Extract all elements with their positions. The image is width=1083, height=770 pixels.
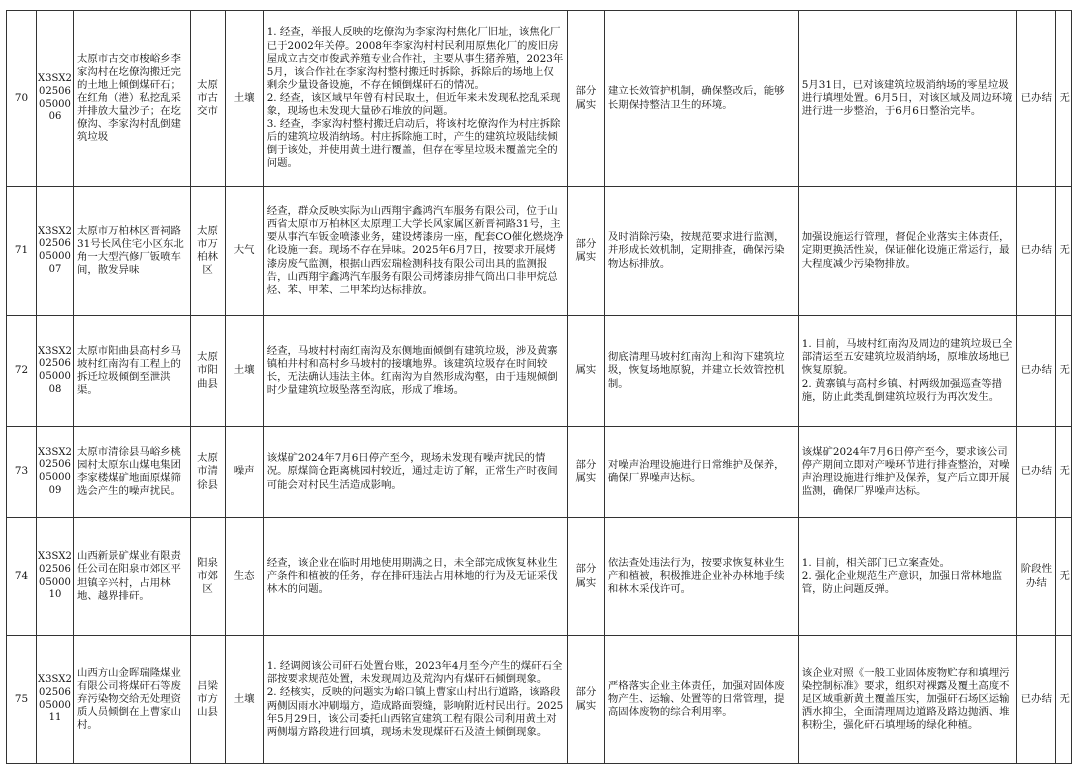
- verdict-cell: 部分属实: [567, 636, 604, 764]
- pollution-type-cell: 大气: [225, 187, 263, 316]
- verdict-cell: 属实: [567, 316, 604, 427]
- accountability-cell: 无: [1056, 316, 1072, 427]
- verdict-cell: 部分属实: [567, 427, 604, 518]
- table-row: [7, 11, 1072, 187]
- rectification-progress-cell: 该企业对照《一般工业固体废物贮存和填埋污染控制标准》要求，组织对裸露及覆土高度不足区域重新黄土覆盖压实，加强矸石场区运输洒水抑尘，全面清理周边道路及路边抛洒、堆积粉尘，强化矸石填埋场的绿化种植。: [798, 636, 1017, 764]
- rectification-progress-cell: 1. 目前，相关部门已立案查处。 2. 强化企业规范生产意识，加强日常林地监管，防止问题反弹。: [798, 518, 1017, 636]
- rectification-progress-cell: 5月31日，已对该建筑垃圾消纳场的零星垃圾进行填埋处置。6月5日，对该区域及周边环境进行进一步整治，于6月6日整治完毕。: [798, 11, 1017, 187]
- case-status-cell: 阶段性办结: [1017, 518, 1056, 636]
- case-status-cell: 已办结: [1017, 636, 1056, 764]
- investigation-finding-cell: 经查，该企业在临时用地使用期满之日，未全部完成恢复林业生产条件和植被的任务，存在排矸违法占用林地的行为及无证采伐林木的问题。: [263, 518, 567, 636]
- rectification-measures-cell: 建立长效管护机制，确保整改后，能够长期保持整洁卫生的环境。: [604, 11, 798, 187]
- rectification-measures-cell: 依法查处违法行为，按要求恢复林业生产和植被，积极推进企业补办林地手续和林木采伐许可。: [604, 518, 798, 636]
- administrative-region-cell: 太原市古交市: [190, 11, 225, 187]
- pollution-type-cell: 土壤: [225, 316, 263, 427]
- case-code-cell: X3SX2025060500010: [36, 518, 73, 636]
- rectification-progress-cell: 该煤矿2024年7月6日停产至今，要求该公司停产期间立即对产噪环节进行排查整治，对噪声治理设施进行维护及保养，复产后立即开展监测，确保厂界噪声达标。: [798, 427, 1017, 518]
- table-row: [7, 636, 1072, 764]
- complaint-content-cell: 太原市古交市梭峪乡李家沟村在圪僚沟搬迁完的土地上倾倒煤矸石；在红角（港）私挖乱采并排放大量沙子；在圪僚沟、李家沟村乱倒建筑垃圾: [74, 11, 191, 187]
- verdict-cell: 部分属实: [567, 187, 604, 316]
- rectification-measures-cell: 严格落实企业主体责任，加强对固体废物产生、运输、处置等的日常管理，提高固体废物的综合利用率。: [604, 636, 798, 764]
- case-number-cell: 71: [7, 187, 37, 316]
- pollution-type-cell: 噪声: [225, 427, 263, 518]
- accountability-cell: 无: [1056, 11, 1072, 187]
- case-status-cell: 已办结: [1017, 427, 1056, 518]
- complaint-content-cell: 太原市清徐县马峪乡桃园村太原东山煤电集团李家楼煤矿地面原煤筛选会产生的噪声扰民。: [74, 427, 191, 518]
- complaint-content-cell: 太原市万柏林区晋祠路31号长风住宅小区东北角一大型汽修厂钣喷车间，散发异味: [74, 187, 191, 316]
- administrative-region-cell: 太原市万柏林区: [190, 187, 225, 316]
- case-code-cell: X3SX2025060500009: [36, 427, 73, 518]
- case-table: [6, 10, 1072, 764]
- case-number-cell: 74: [7, 518, 37, 636]
- administrative-region-cell: 吕梁市方山县: [190, 636, 225, 764]
- complaint-content-cell: 山西新景矿煤业有限责任公司在阳泉市郊区平坦镇辛兴村，占用林地、越界排矸。: [74, 518, 191, 636]
- administrative-region-cell: 阳泉市郊区: [190, 518, 225, 636]
- table-row: [7, 427, 1072, 518]
- accountability-cell: 无: [1056, 187, 1072, 316]
- investigation-finding-cell: 经查，马坡村村南红南沟及东侧地面倾倒有建筑垃圾，涉及黄寨镇柏井村和高村乡马坡村的接壤地界。该建筑垃圾存在时间较长，无法确认违法主体。红南沟为自然形成沟壑，由于违规倾倒时少量建筑垃圾坠落至沟底，形成了堆场。: [263, 316, 567, 427]
- case-code-cell: X3SX2025060500011: [36, 636, 73, 764]
- pollution-type-cell: 生态: [225, 518, 263, 636]
- investigation-finding-cell: 经查，群众反映实际为山西翔宇鑫鸿汽车服务有限公司，位于山西省太原市万柏林区太原理工大学长风家属区新晋祠路31号，主要从事汽车钣金喷漆业务，建设烤漆房一座，配套CO催化燃烧净化设施一套。现场不存在异味。2025年6月7日，按要求开展烤漆房废气监测，根据山西宏瑞检测科技有限公司出具的监测报告，山西翔宇鑫鸿汽车服务有限公司烤漆房排气筒出口非甲烷总烃、苯、甲苯、二甲苯均达标排放。: [263, 187, 567, 316]
- accountability-cell: 无: [1056, 427, 1072, 518]
- complaint-content-cell: 太原市阳曲县高村乡马坡村红南沟有工程上的拆迁垃圾倾倒至泄洪渠。: [74, 316, 191, 427]
- case-status-cell: 已办结: [1017, 187, 1056, 316]
- case-number-cell: 70: [7, 11, 37, 187]
- case-code-cell: X3SX2025060500008: [36, 316, 73, 427]
- complaint-content-cell: 山西方山金晖瑞隆煤业有限公司将煤矸石等废弃污染物交给无处理资质人员倾倒在上曹家山村。: [74, 636, 191, 764]
- rectification-progress-cell: 加强设施运行管理，督促企业落实主体责任，定期更换活性炭，保证催化设施正常运行，最大程度减少污染物排放。: [798, 187, 1017, 316]
- administrative-region-cell: 太原市阳曲县: [190, 316, 225, 427]
- verdict-cell: 部分属实: [567, 11, 604, 187]
- table-row: [7, 187, 1072, 316]
- rectification-measures-cell: 对噪声治理设施进行日常维护及保养，确保厂界噪声达标。: [604, 427, 798, 518]
- case-number-cell: 72: [7, 316, 37, 427]
- table-row: [7, 518, 1072, 636]
- accountability-cell: 无: [1056, 518, 1072, 636]
- case-status-cell: 已办结: [1017, 11, 1056, 187]
- investigation-finding-cell: 1. 经查，举报人反映的圪僚沟为李家沟村焦化厂旧址，该焦化厂已于2002年关停。2008年李家沟村村民利用原焦化厂的废旧房屋成立古交市俊武养殖专业合作社，主要从事生猪养殖，2023年5月，该合作社在李家沟村整村搬迁时拆除，拆除后的场地上仅剩余少量设备设施，不存在倾倒煤矸石的情况。 2. 经查，该区域早年曾有村民取土，但近年来未发现私挖乱采现象，现场也未发现大量砂石堆放的问题。 3. 经查，李家沟村整村搬迁启动后，将该村圪僚沟作为村庄拆除后的建筑垃圾消纳场。村庄拆除施工时，产生的建筑垃圾陆续倾倒于该处，并使用黄土进行覆盖，但存在零星垃圾未覆盖完全的问题。: [263, 11, 567, 187]
- pollution-type-cell: 土壤: [225, 636, 263, 764]
- case-code-cell: X3SX2025060500006: [36, 11, 73, 187]
- administrative-region-cell: 太原市清徐县: [190, 427, 225, 518]
- case-code-cell: X3SX2025060500007: [36, 187, 73, 316]
- rectification-progress-cell: 1. 目前，马坡村红南沟及周边的建筑垃圾已全部清运至五安建筑垃圾消纳场，原堆放场地已恢复原貌。 2. 黄寨镇与高村乡镇、村两级加强巡查等措施，防止此类乱倒建筑垃圾行为再次发生。: [798, 316, 1017, 427]
- table-row: [7, 316, 1072, 427]
- investigation-finding-cell: 该煤矿2024年7月6日停产至今，现场未发现有噪声扰民的情况。原煤筒仓距离桃园村较近，通过走访了解，正常生产时夜间可能会对村民生活造成影响。: [263, 427, 567, 518]
- case-status-cell: 已办结: [1017, 316, 1056, 427]
- investigation-finding-cell: 1. 经调阅该公司矸石处置台账，2023年4月至今产生的煤矸石全部按要求规范处置，未发现周边及荒沟内有煤矸石倾倒现象。 2. 经核实，反映的问题实为峪口镇上曹家山村出行道路，该路段两侧因雨水冲刷塌方，造成路面裂缝，影响附近村民出行。2025年5月29日，该公司委托山西铭宣建筑工程有限公司利用黄土对两侧塌方路段进行回填，现场未发现煤矸石及渣土倾倒现象。: [263, 636, 567, 764]
- pollution-type-cell: 土壤: [225, 11, 263, 187]
- accountability-cell: 无: [1056, 636, 1072, 764]
- verdict-cell: 部分属实: [567, 518, 604, 636]
- case-number-cell: 73: [7, 427, 37, 518]
- case-number-cell: 75: [7, 636, 37, 764]
- rectification-measures-cell: 彻底清理马坡村红南沟上和沟下建筑垃圾，恢复场地原貌，并建立长效管控机制。: [604, 316, 798, 427]
- rectification-measures-cell: 及时消除污染，按规范要求进行监测，并形成长效机制，定期排查，确保污染物达标排放。: [604, 187, 798, 316]
